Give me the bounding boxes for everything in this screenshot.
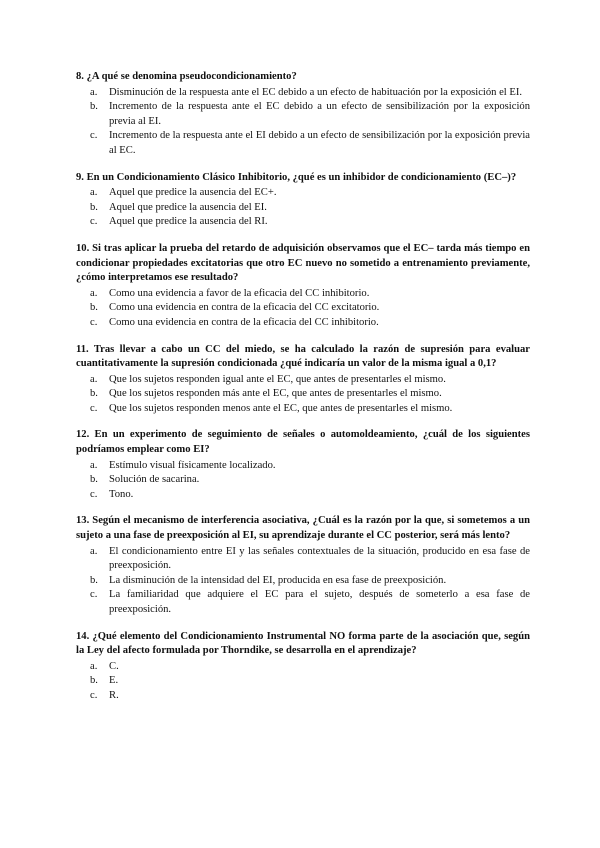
option-letter: b. <box>90 574 98 586</box>
option-letter: a. <box>90 287 98 299</box>
option-b <box>76 574 530 589</box>
options-list <box>76 660 530 704</box>
option-a <box>76 459 530 474</box>
option-letter: a. <box>90 86 98 98</box>
option-b <box>76 674 530 689</box>
option-letter: b. <box>90 302 98 314</box>
option-text: Incremento de la respuesta ante el EI debido a un efecto de sensibilización por la exposición previa al EC. <box>109 130 530 156</box>
option-letter: c. <box>90 316 98 328</box>
option-text: Que los sujetos responden menos ante el EC, que antes de presentarles el mismo. <box>109 402 453 414</box>
option-text: La disminución de la intensidad del EI, producida en esa fase de preexposición. <box>109 574 447 586</box>
option-text: Que los sujetos responden más ante el EC, que antes de presentarles el mismo. <box>109 388 442 400</box>
option-c <box>76 488 530 503</box>
question-8 <box>76 70 530 159</box>
option-text: Solución de sacarina. <box>109 474 200 486</box>
option-text: Como una evidencia en contra de la eficacia del CC excitatorio. <box>109 302 380 314</box>
option-c <box>76 588 530 617</box>
option-text: R. <box>109 689 119 701</box>
option-letter: b. <box>90 675 98 687</box>
option-letter: b. <box>90 101 98 113</box>
option-text: Disminución de la respuesta ante el EC debido a un efecto de habituación por la exposición el EI. <box>109 86 523 98</box>
option-text: El condicionamiento entre EI y las señales contextuales de la situación, producido en esa fase de preexposición. <box>109 545 530 572</box>
question-12 <box>76 428 530 502</box>
option-letter: a. <box>90 545 98 557</box>
option-text: Incremento de la respuesta ante el EC debido a un efecto de sensibilización por la exposición previa al EI. <box>109 101 530 127</box>
options-list <box>76 459 530 503</box>
option-letter: c. <box>90 216 98 228</box>
option-letter: c. <box>90 589 98 601</box>
question-13 <box>76 514 530 617</box>
option-text: Estímulo visual físicamente localizado. <box>109 459 276 471</box>
option-text: Que los sujetos responden igual ante el EC, que antes de presentarles el mismo. <box>109 373 446 385</box>
option-letter: c. <box>90 402 98 414</box>
question-text: 9. En un Condicionamiento Clásico Inhibitorio, ¿qué es un inhibidor de condicionamiento (EC–)? <box>76 171 517 183</box>
options-list <box>76 545 530 618</box>
option-text: Tono. <box>109 488 134 500</box>
option-text: Aquel que predice la ausencia del EC+. <box>109 187 277 199</box>
option-text: La familiaridad que adquiere el EC para el sujeto, después de someterlo a esa fase de preexposición. <box>109 589 530 615</box>
option-c <box>76 689 530 704</box>
option-letter: b. <box>90 388 98 400</box>
options-list <box>76 86 530 159</box>
option-c <box>76 129 530 158</box>
option-a <box>76 287 530 302</box>
option-text: E. <box>109 675 119 687</box>
options-list <box>76 287 530 331</box>
options-list <box>76 373 530 417</box>
option-text: Como una evidencia en contra de la eficacia del CC inhibitorio. <box>109 316 379 328</box>
question-9 <box>76 171 530 230</box>
option-b <box>76 473 530 488</box>
option-a <box>76 545 530 574</box>
option-text: C. <box>109 660 119 672</box>
option-c <box>76 402 530 417</box>
option-b <box>76 301 530 316</box>
option-a <box>76 373 530 388</box>
question-text: 12. En un experimento de seguimiento de señales o automoldeamiento, ¿cuál de los siguientes podríamos emplear como EI? <box>76 429 530 456</box>
option-text: Aquel que predice la ausencia del RI. <box>109 216 268 228</box>
option-letter: b. <box>90 201 98 213</box>
option-b <box>76 100 530 129</box>
option-letter: a. <box>90 459 98 471</box>
option-a <box>76 86 530 101</box>
question-text: 11. Tras llevar a cabo un CC del miedo, se ha calculado la razón de supresión para evaluar cuantitativamente la supresión condicionada ¿qué indicaría un valor de la misma igual a 0,1? <box>76 343 530 370</box>
option-letter: b. <box>90 474 98 486</box>
option-letter: c. <box>90 130 98 142</box>
question-text: 10. Si tras aplicar la prueba del retardo de adquisición observamos que el EC– tarda más tiempo en condicionar propiedades excitatorias que otro EC nuevo no sometido a entrenamiento previamente, ¿cómo interpretamos ese resultado? <box>76 242 530 284</box>
option-text: Como una evidencia a favor de la eficacia del CC inhibitorio. <box>109 287 370 299</box>
options-list <box>76 186 530 230</box>
option-letter: a. <box>90 373 98 385</box>
option-a <box>76 660 530 675</box>
option-letter: c. <box>90 488 98 500</box>
option-b <box>76 387 530 402</box>
option-c <box>76 316 530 331</box>
question-text: 14. ¿Qué elemento del Condicionamiento Instrumental NO forma parte de la asociación que, según la Ley del afecto formulada por Thorndike, se desarrolla en el aprendizaje? <box>76 630 530 657</box>
option-letter: a. <box>90 187 98 199</box>
question-14 <box>76 630 530 704</box>
option-b <box>76 201 530 216</box>
question-11 <box>76 343 530 417</box>
option-text: Aquel que predice la ausencia del EI. <box>109 201 267 213</box>
question-text: 13. Según el mecanismo de interferencia asociativa, ¿Cuál es la razón por la que, si sometemos a un sujeto a una fase de preexposición al EI, su aprendizaje durante el CC posterior, será más lento? <box>76 515 530 542</box>
option-letter: a. <box>90 660 98 672</box>
question-10 <box>76 242 530 331</box>
option-c <box>76 215 530 230</box>
option-letter: c. <box>90 689 98 701</box>
question-text: 8. ¿A qué se denomina pseudocondicionamiento? <box>76 71 297 82</box>
option-a <box>76 186 530 201</box>
